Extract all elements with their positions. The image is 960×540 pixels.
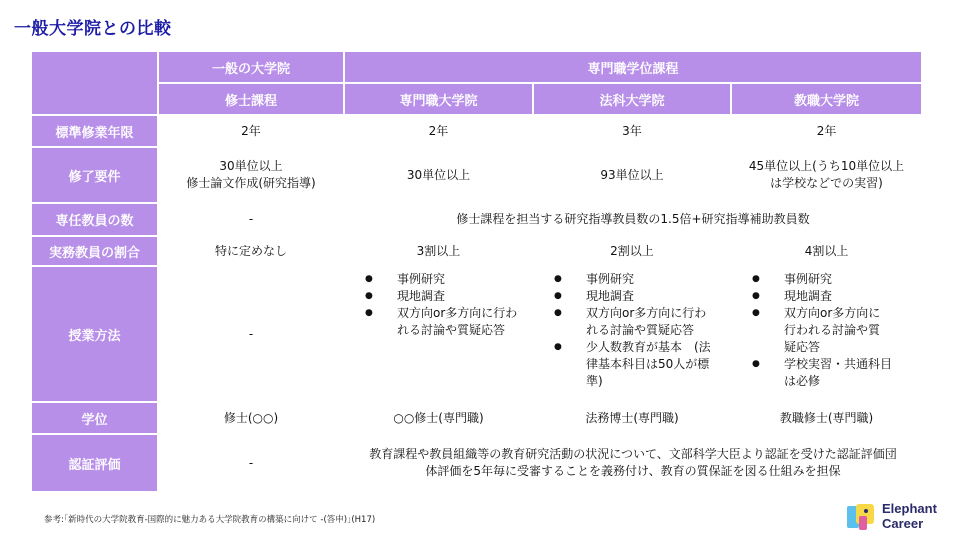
years-pro: 2年 [344,115,533,147]
list-item: ● 事例研究 [750,271,892,288]
header-group-professional: 専門職学位課程 [344,51,922,83]
row-label-faculty: 専任教員の数 [31,203,158,236]
accreditation-master: - [158,434,344,492]
completion-master-line2: 修士論文作成(研究指導) [186,176,316,190]
list-item-continuation: 行われる討論や質 [784,323,881,337]
logo-line1: Elephant [882,501,937,516]
header-col-law: 法科大学院 [533,83,731,115]
completion-pro: 30単位以上 [344,147,533,203]
method-teacher [731,266,922,402]
list-item-continuation: れる討論や質疑応答 [397,323,506,337]
row-method [31,266,922,402]
row-years [31,115,922,147]
list-item: ● 双方向or多方向に行わ [552,305,711,322]
header-col-teacher: 教職大学院 [731,83,922,115]
method-master: - [158,266,344,402]
completion-teacher-line1: 45単位以上(うち10単位以上 [748,159,905,173]
row-degree [31,402,922,434]
row-label-completion: 修了要件 [31,147,158,203]
row-practitioner [31,236,922,266]
row-accreditation [31,434,922,492]
header-group-general: 一般の大学院 [158,51,344,83]
row-label-degree: 学位 [31,402,158,434]
list-item-continuation: 疑応答 [784,340,821,354]
page-title: 一般大学院との比較 [14,19,172,39]
degree-master: 修士(○○) [158,402,344,434]
list-item: ● 双方向or多方向に [750,305,892,322]
row-label-accreditation: 認証評価 [31,434,158,492]
method-pro [344,266,533,402]
reference-note: 参考:｢新時代の大学院教育-国際的に魅力ある大学院教育の構築に向けて -(答申)｣(H17) [44,515,376,525]
completion-teacher-line2: は学校などでの実習) [770,176,883,190]
method-law [533,266,731,402]
list-item: ● 学校実習・共通科目 [750,356,892,373]
list-item: ● 現地調査 [750,288,892,305]
method-pro-list [363,271,517,339]
degree-pro: ○○修士(専門職) [344,402,533,434]
faculty-master: - [158,203,344,236]
years-law: 3年 [533,115,731,147]
completion-law: 93単位以上 [533,147,731,203]
list-item: ● 少人数教育が基本 (法 [552,339,711,356]
list-item-continuation: は必修 [784,374,821,388]
list-item: ● 事例研究 [552,271,711,288]
list-item-continuation: れる討論や質疑応答 [586,323,695,337]
comparison-table [30,50,923,493]
list-item: ● 事例研究 [363,271,517,288]
elephant-career-logo [846,500,950,534]
row-completion [31,147,922,203]
list-item-continuation: 準) [586,374,603,388]
header-col-master: 修士課程 [158,83,344,115]
method-pro-list-wrap [345,271,532,339]
header-corner [31,51,158,115]
years-master: 2年 [158,115,344,147]
row-label-years: 標準修業年限 [31,115,158,147]
row-faculty [31,203,922,236]
completion-master [158,147,344,203]
method-law-list-wrap [534,271,730,390]
degree-law: 法務博士(専門職) [533,402,731,434]
practitioner-law: 2割以上 [533,236,731,266]
degree-teacher: 教職修士(専門職) [731,402,922,434]
list-item: ● 現地調査 [552,288,711,305]
practitioner-teacher: 4割以上 [731,236,922,266]
faculty-professional: 修士課程を担当する研究指導教員数の1.5倍+研究指導補助教員数 [344,203,922,236]
accreditation-professional [344,434,922,492]
list-item: ● 双方向or多方向に行わ [363,305,517,322]
method-teacher-list [750,271,892,390]
elephant-logo-icon [846,502,876,532]
completion-master-line1: 30単位以上 [219,159,283,173]
logo-line2: Career [882,516,924,531]
accreditation-line1: 教育課程や教員組織等の教育研究活動の状況について、文部科学大臣より認証を受けた認証評価団 [369,447,897,461]
row-label-practitioner: 実務教員の割合 [31,236,158,266]
method-law-list [552,271,711,390]
practitioner-master: 特に定めなし [158,236,344,266]
header-col-pro-grad: 専門職大学院 [344,83,533,115]
row-label-method: 授業方法 [31,266,158,402]
list-item-continuation: 律基本科目は50人が標 [586,357,710,371]
completion-teacher [731,147,922,203]
list-item: ● 現地調査 [363,288,517,305]
practitioner-pro: 3割以上 [344,236,533,266]
years-teacher: 2年 [731,115,922,147]
accreditation-line2: 体評価を5年毎に受審することを義務付け、教育の質保証を図る仕組みを担保 [425,464,841,478]
method-teacher-list-wrap [732,271,921,390]
logo-wordmark [882,501,937,531]
